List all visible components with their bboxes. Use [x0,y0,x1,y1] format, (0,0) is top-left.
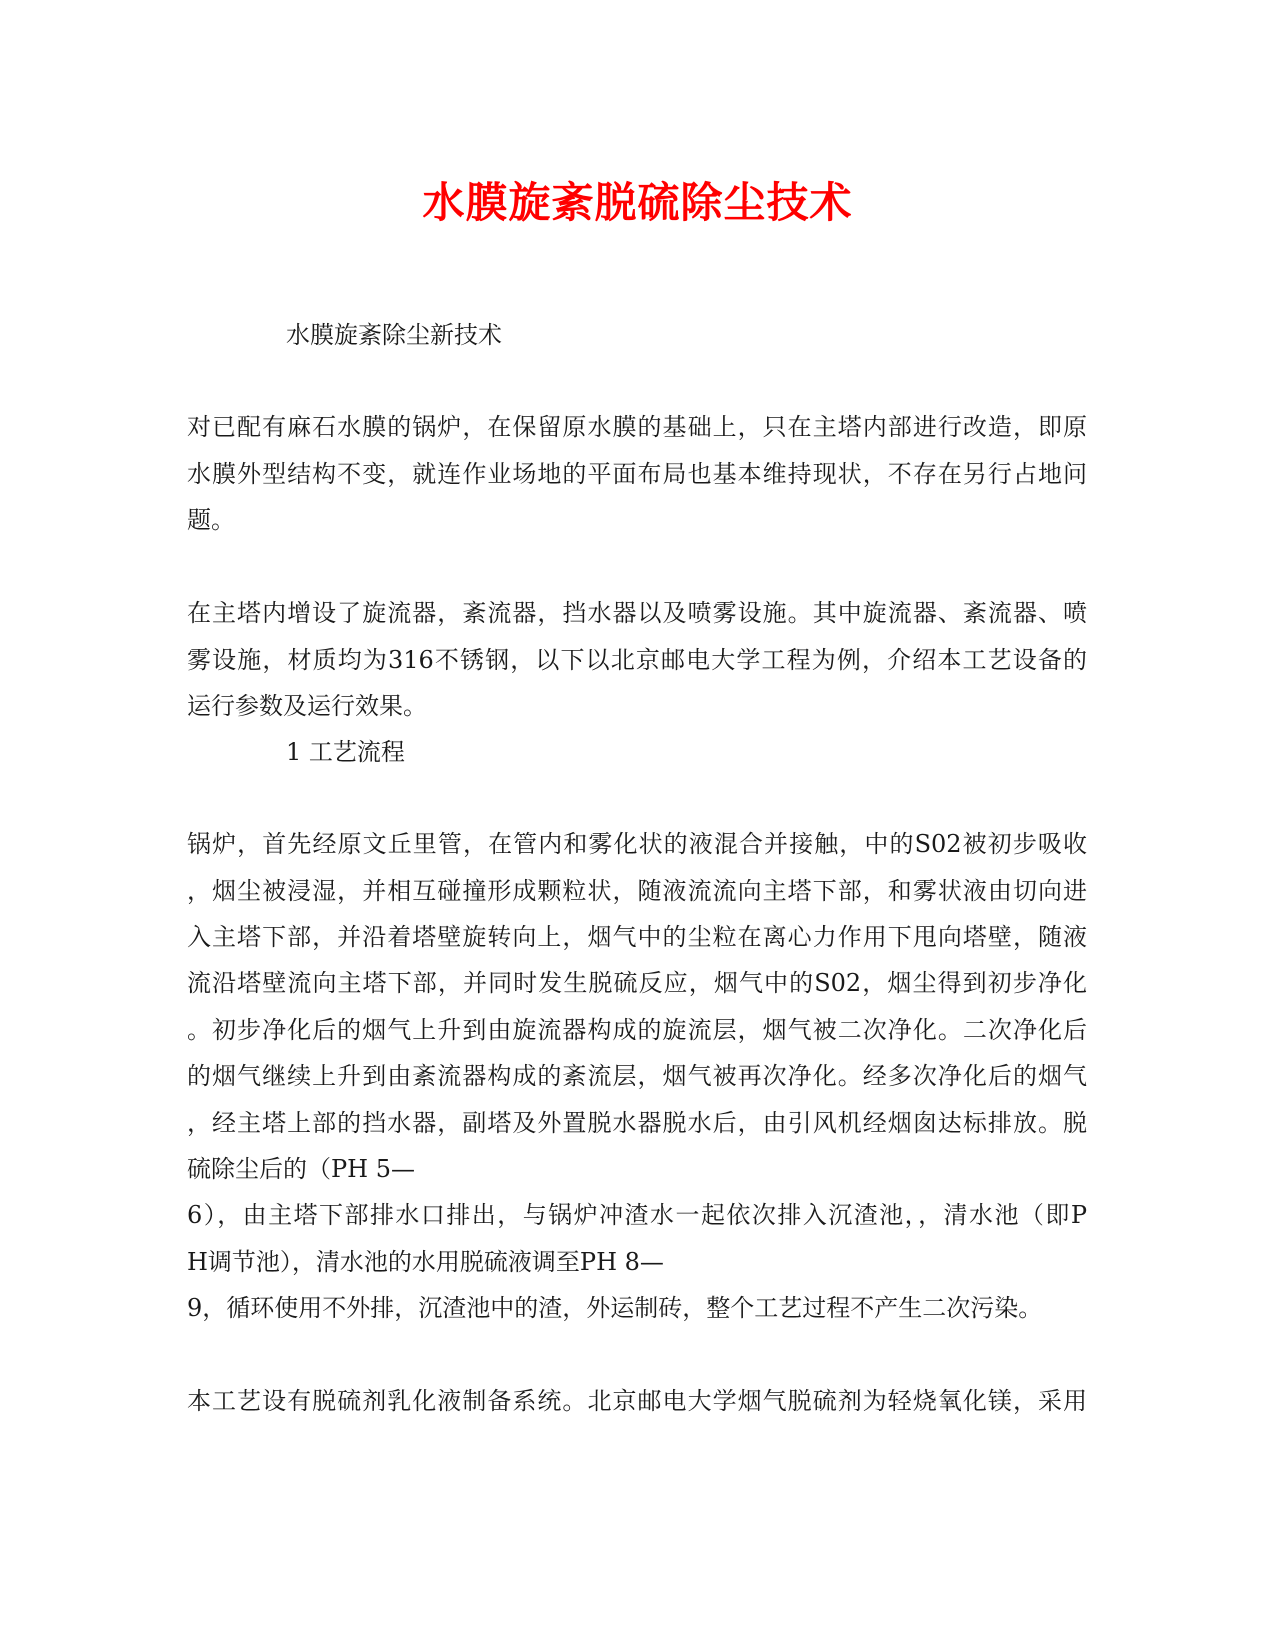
paragraph2-line2: 雾设施，材质均为316不锈钢，以下以北京邮电大学工程为例，介绍本工艺设备的 [187,646,1087,674]
paragraph3-line10: H调节池），清水池的水用脱硫液调至PH 8— [187,1248,664,1276]
paragraph3-line5: 。初步净化后的烟气上升到由旋流器构成的旋流层，烟气被二次净化。二次净化后 [187,1016,1087,1044]
paragraph1-line3: 题。 [187,506,235,534]
section-heading: 1 工艺流程 [286,738,405,766]
paragraph2-line3: 运行参数及运行效果。 [187,692,427,720]
paragraph3-line1: 锅炉，首先经原文丘里管，在管内和雾化状的液混合并接触，中的S02被初步吸收 [187,830,1087,858]
paragraph1-line1: 对已配有麻石水膜的锅炉，在保留原水膜的基础上，只在主塔内部进行改造，即原 [187,413,1087,441]
paragraph3-line2: ，烟尘被浸湿，并相互碰撞形成颗粒状，随液流流向主塔下部，和雾状液由切向进 [187,877,1087,905]
paragraph1-line2: 水膜外型结构不变，就连作业场地的平面布局也基本维持现状，不存在另行占地问 [187,460,1087,488]
paragraph4-line1: 本工艺设有脱硫剂乳化液制备系统。北京邮电大学烟气脱硫剂为轻烧氧化镁，采用 [187,1387,1087,1415]
paragraph3-line7: ，经主塔上部的挡水器，副塔及外置脱水器脱水后，由引风机经烟囱达标排放。脱 [187,1109,1087,1137]
paragraph3-line8: 硫除尘后的（PH 5— [187,1155,415,1183]
paragraph3-line6: 的烟气继续上升到由紊流器构成的紊流层，烟气被再次净化。经多次净化后的烟气 [187,1062,1087,1090]
paragraph3-line9: 6），由主塔下部排水口排出，与锅炉冲渣水一起依次排入沉渣池，，清水池（即P [187,1201,1087,1229]
paragraph2-line1: 在主塔内增设了旋流器，紊流器，挡水器以及喷雾设施。其中旋流器、紊流器、喷 [187,599,1087,627]
subtitle: 水膜旋紊除尘新技术 [286,321,502,349]
document-title: 水膜旋紊脱硫除尘技术 [422,178,853,227]
paragraph3-line4: 流沿塔壁流向主塔下部，并同时发生脱硫反应，烟气中的S02，烟尘得到初步净化 [187,969,1087,997]
paragraph3-line3: 入主塔下部，并沿着塔壁旋转向上，烟气中的尘粒在离心力作用下甩向塔壁，随液 [187,923,1087,951]
paragraph3-line11: 9，循环使用不外排，沉渣池中的渣，外运制砖，整个工艺过程不产生二次污染。 [187,1294,1043,1322]
